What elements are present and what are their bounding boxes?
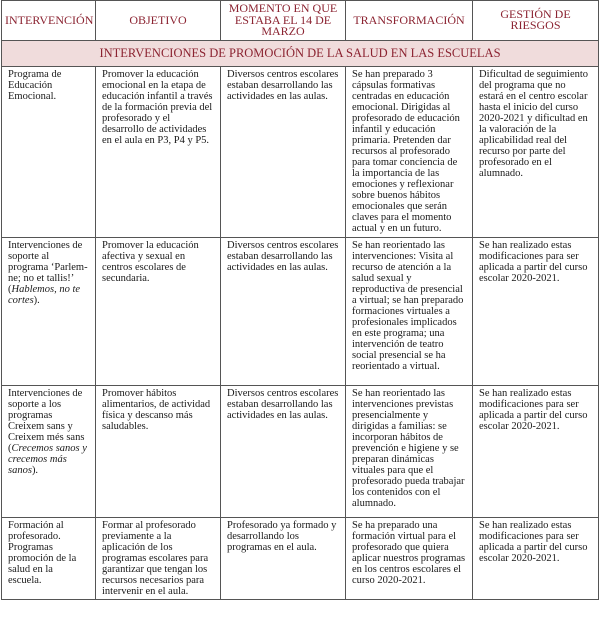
cell-objetivo: Promover hábitos alimentarios, de actividad física y descanso más saludables.: [96, 385, 221, 517]
header-objetivo: OBJETIVO: [96, 1, 221, 41]
intervencion-translation: Crecemos sanos y crecemos más sanos: [8, 442, 87, 476]
cell-gestion: Se han realizado estas modificaciones para ser aplicada a partir del curso escolar 2020-2021.: [473, 385, 599, 517]
interventions-table: [1, 0, 599, 600]
intervencion-end: ).: [31, 464, 39, 476]
cell-gestion: Se han realizado estas modificaciones para ser aplicada a partir del curso escolar 2020-2021.: [473, 517, 599, 599]
cell-gestion: Dificultad de seguimiento del programa que no estará en el centro escolar hasta el inicio del curso 2020-2021 y dificultad en la valoración de la aplicabilidad real del recurso por parte del profesorado en el alumnado.: [473, 66, 599, 237]
table-row: [2, 385, 599, 517]
table-row: [2, 66, 599, 237]
cell-gestion: Se han realizado estas modificaciones para ser aplicada a partir del curso escolar 2020-2021.: [473, 237, 599, 385]
cell-intervencion: [2, 237, 96, 385]
intervencion-end: ).: [33, 294, 40, 306]
cell-objetivo: Promover la educación emocional en la etapa de educación infantil a través de la formación previa del profesorado y el desarrollo de actividades en el aula en P3, P4 y P5.: [96, 66, 221, 237]
table-row: [2, 237, 599, 385]
header-intervencion: INTERVENCIÓN: [2, 1, 96, 41]
intervencion-text: Programa de Educación Emocional.: [8, 68, 62, 102]
intervencion-text: Formación al profesorado. Programas promoción de la salud en la escuela.: [8, 519, 77, 586]
cell-momento: Diversos centros escolares estaban desarrollando las actividades en las aulas.: [221, 66, 346, 237]
intervencion-translation: Hablemos, no te cortes: [8, 283, 81, 306]
header-gestion-riesgos: GESTIÓN DE RIESGOS: [473, 1, 599, 41]
intervencion-text: Intervenciones de soporte al programa ‘Parlem-ne; no et tallis!’ (: [8, 239, 88, 295]
cell-transformacion: Se han preparado 3 cápsulas formativas centradas en educación emocional. Dirigidas al profesorado de educación infantil y educación primaria. Pretenden dar recursos al profesorado para tomar conciencia de la importancia de las emociones y reflexionar sobre buenos hábitos emocionales que serán claves para el momento actual y en un futuro.: [346, 66, 473, 237]
cell-intervencion: [2, 517, 96, 599]
cell-intervencion: [2, 385, 96, 517]
header-transformacion: TRANSFORMACIÓN: [346, 1, 473, 41]
cell-transformacion: Se han reorientado las intervenciones: Visita al recurso de atención a la salud sexual y reproductiva de presencial a virtual; se han preparado formaciones virtuales a profesionales implicados en este programa; una intervención de teatro social presencial se ha reorientado a virtual.: [346, 237, 473, 385]
cell-transformacion: Se ha preparado una formación virtual para el profesorado que quiera aplicar nuestros programas en los centros escolares el curso 2020-2021.: [346, 517, 473, 599]
cell-momento: Profesorado ya formado y desarrollando los programas en el aula.: [221, 517, 346, 599]
header-row: [2, 1, 599, 41]
header-momento: MOMENTO EN QUE ESTABA EL 14 DE MARZO: [221, 1, 346, 41]
table-row: [2, 517, 599, 599]
cell-objetivo: Formar al profesorado previamente a la aplicación de los programas escolares para garantizar que tengan los recursos necesarios para intervenir en el aula.: [96, 517, 221, 599]
cell-objetivo: Promover la educación afectiva y sexual en centros escolares de secundaria.: [96, 237, 221, 385]
cell-intervencion: [2, 66, 96, 237]
cell-momento: Diversos centros escolares estaban desarrollando las actividades en las aulas.: [221, 385, 346, 517]
section-title: INTERVENCIONES DE PROMOCIÓN DE LA SALUD EN LAS ESCUELAS: [2, 40, 599, 66]
intervencion-text: Intervenciones de soporte a los programas Creixem sans y Creixem més sans (: [8, 387, 85, 454]
cell-transformacion: Se han reorientado las intervenciones previstas presencialmente y dirigidas a familias: se incorporan hábitos de prevención e higiene y se preparan dinámicas vituales para que el profesorado pueda trabajar los contenidos con el alumnado.: [346, 385, 473, 517]
cell-momento: Diversos centros escolares estaban desarrollando las actividades en las aulas.: [221, 237, 346, 385]
section-row: [2, 40, 599, 66]
